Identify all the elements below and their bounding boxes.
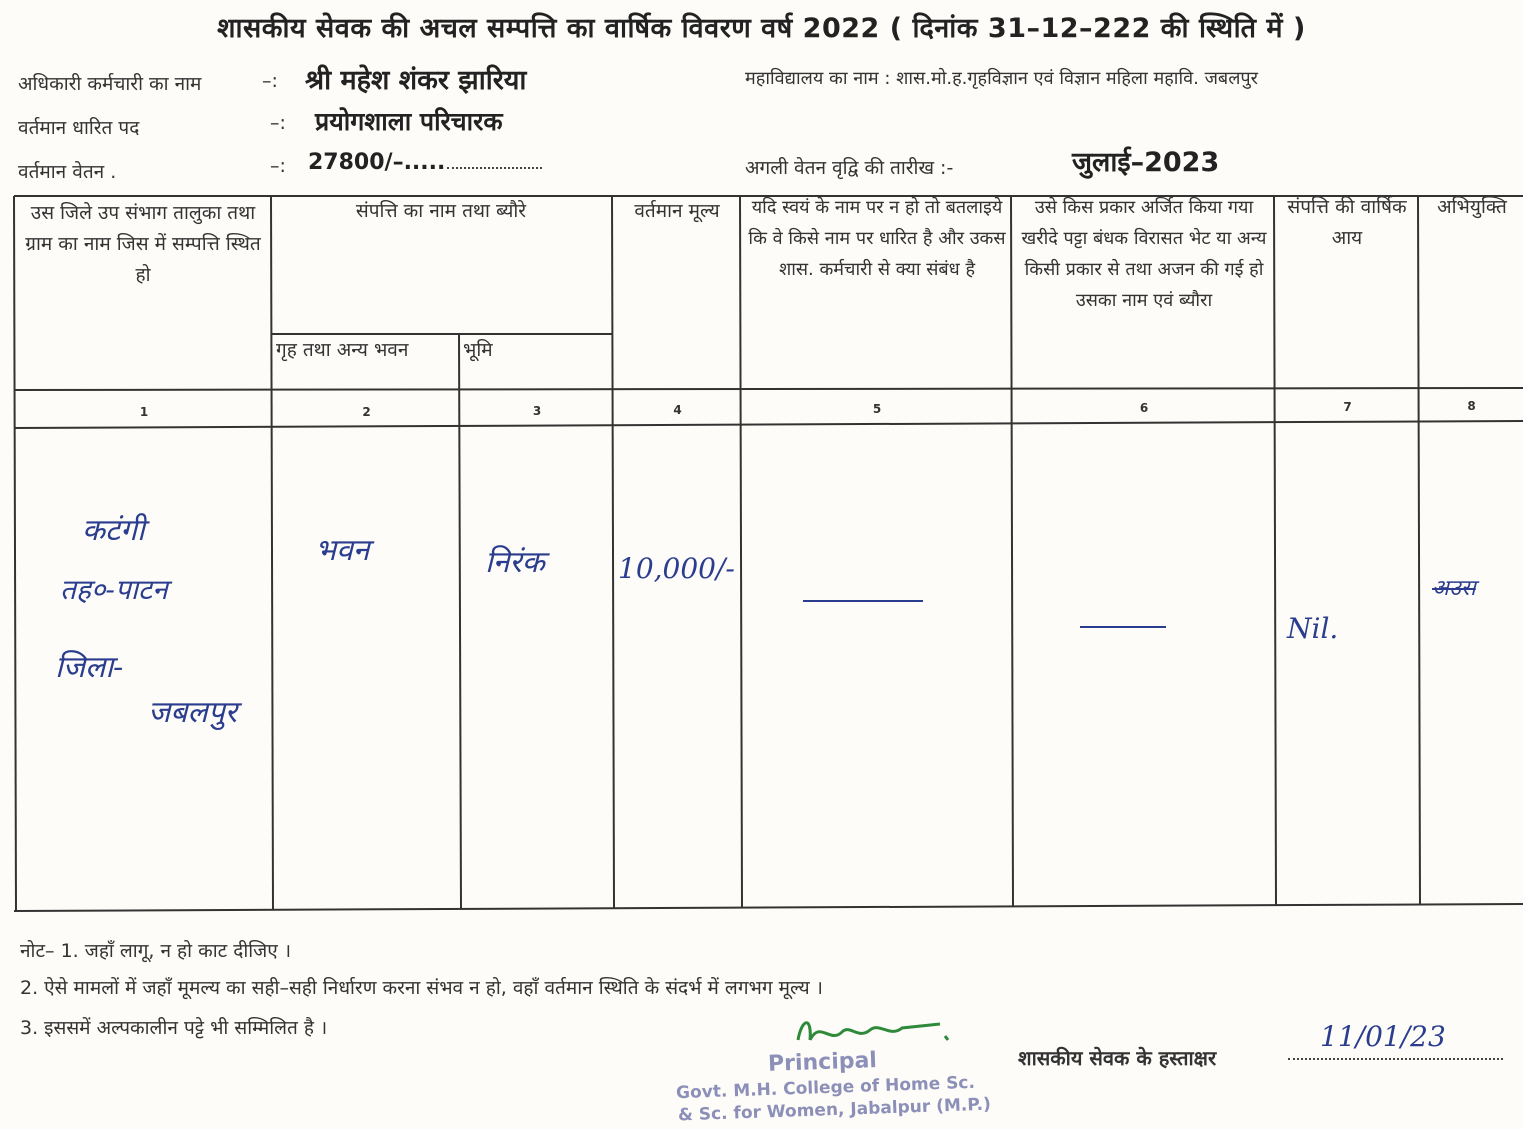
principal-stamp-college: Govt. M.H. College of Home Sc. xyxy=(675,1072,976,1104)
column-number: 7 xyxy=(1343,400,1352,414)
header-current-value: वर्तमान मूल्य xyxy=(634,200,720,222)
employee-name-separator: –: xyxy=(262,70,278,92)
column-number: 3 xyxy=(532,404,542,418)
location-tehsil: तह०-पाटन xyxy=(60,573,168,606)
header-location: उस जिले उप संभाग तालुका तथा ग्राम का नाम जिस में सम्पत्ति स्थित हो xyxy=(25,202,261,286)
note-2: 2. ऐसे मामलों में जहाँ मूमल्य का सही–सही निर्धारण करना संभव न हो, वहाँ वर्तमान स्थिति के संदर्भ में लगभग मूल्य । xyxy=(20,977,823,999)
header-holder-relation: यदि स्वयं के नाम पर न हो तो बतलाइये कि वे किसे नाम पर धारित है और उकस शास. कर्मचारी से क्या संबंध है xyxy=(748,197,1006,280)
post-label: वर्तमान धारित पद xyxy=(18,117,140,139)
signature-date: 11/01/23 xyxy=(1320,1020,1446,1053)
note-1: नोट– 1. जहाँ लागू, न हो काट दीजिए । xyxy=(20,940,292,962)
column-number: 4 xyxy=(673,403,682,417)
next-increment-label: अगली वेतन वृद्वि की तारीख :- xyxy=(745,157,954,179)
college-name: महाविद्यालय का नाम : शास.मो.ह.गृहविज्ञान एवं विज्ञान महिला महावि. जबलपुर xyxy=(745,68,1259,89)
form-title: शासकीय सेवक की अचल सम्पत्ति का वार्षिक विवरण वर्ष 2022 ( दिनांक 31–12–222 की स्थिति में ) xyxy=(217,13,1306,44)
acquisition-dash xyxy=(1080,626,1166,628)
post-value: प्रयोगशाला परिचारक xyxy=(315,107,503,136)
employee-name-value: श्री महेश शंकर झारिया xyxy=(305,65,527,96)
land-entry: निरंक xyxy=(485,545,545,580)
employee-signature-label: शासकीय सेवक के हस्ताक्षर xyxy=(1018,1046,1217,1070)
location-district-label: जिला- xyxy=(55,650,124,685)
header-acquisition: उसे किस प्रकार अर्जित किया गया खरीदे पट्टा बंधक विरासत भेट या अन्य किसी प्रकार से तथा अजन की गई हो उसका नाम एवं ब्यौरा xyxy=(1021,197,1267,311)
employee-name-label: अधिकारी कर्मचारी का नाम xyxy=(18,73,202,95)
column-number: 6 xyxy=(1139,401,1149,415)
header-land: भूमि xyxy=(463,339,493,361)
salary-separator: –: xyxy=(270,155,286,177)
holder-relation-dash xyxy=(803,600,923,602)
column-number: 8 xyxy=(1467,399,1476,413)
column-number: 1 xyxy=(139,405,149,419)
note-3: 3. इससमें अल्पकालीन पट्टे भी सम्मिलित है । xyxy=(20,1017,328,1039)
column-number: 5 xyxy=(872,402,882,416)
column-number: 2 xyxy=(362,405,371,419)
header-property-details: संपत्ति का नाम तथा ब्यौरे xyxy=(355,200,527,222)
principal-stamp-title: Principal xyxy=(767,1048,878,1077)
location-district: जबलपुर xyxy=(148,695,238,730)
header-building: गृह तथा अन्य भवन xyxy=(276,339,409,361)
remarks-entry-struck: अउस xyxy=(1432,576,1476,601)
header-remarks: अभियुक्ति xyxy=(1437,196,1507,218)
principal-stamp-address: & Sc. for Women, Jabalpur (M.P.) xyxy=(677,1094,992,1126)
building-entry: भवन xyxy=(315,533,370,568)
signature-line xyxy=(1288,1058,1503,1060)
post-separator: –: xyxy=(270,112,286,134)
location-village: कटंगी xyxy=(82,513,145,548)
annual-income-entry: Nil. xyxy=(1287,612,1339,645)
current-value-entry: 10,000/- xyxy=(618,552,735,585)
next-increment-value: जुलाई–2023 xyxy=(1072,147,1220,178)
salary-label: वर्तमान वेतन . xyxy=(18,161,117,183)
salary-value: 27800/–..... xyxy=(308,150,542,175)
header-annual-income: संपत्ति की वार्षिक आय xyxy=(1287,196,1407,249)
